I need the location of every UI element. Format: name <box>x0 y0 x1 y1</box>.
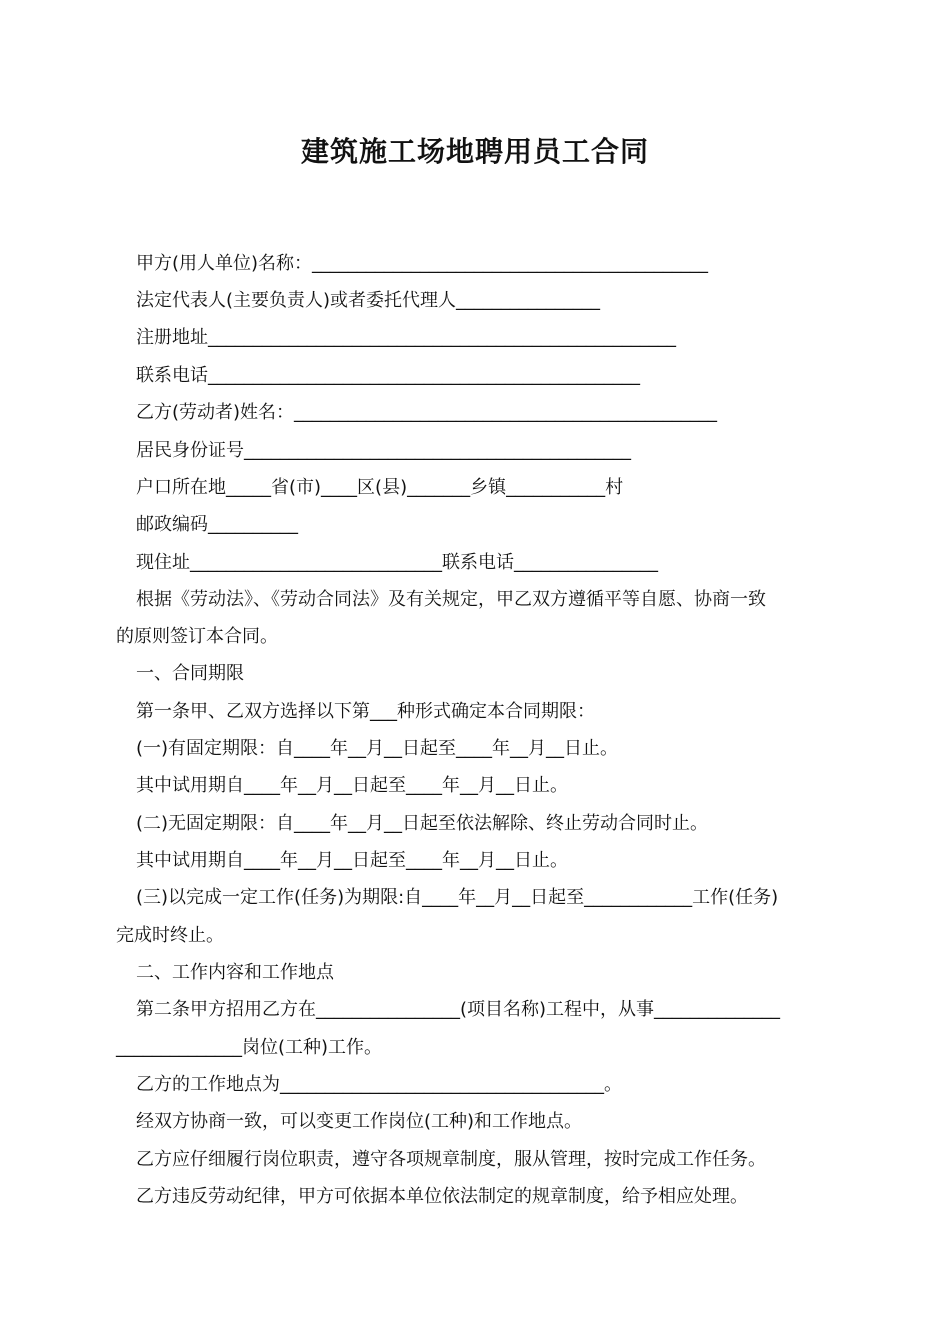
discipline-line: 乙方违反劳动纪律，甲方可依据本单位依法制定的规章制度，给予相应处理。 <box>136 1186 748 1207</box>
preamble-line-1: 根据《劳动法》、《劳动合同法》及有关规定，甲乙双方遵循平等自愿、协商一致 <box>136 589 766 610</box>
article-1-line: 第一条甲、乙双方选择以下第___种形式确定本合同期限： <box>136 701 595 722</box>
task-term-line-2: 完成时终止。 <box>116 925 224 946</box>
open-term-line: (二)无固定期限：自____年__月__日起至依法解除、终止劳动合同时止。 <box>136 813 709 834</box>
section-1-heading: 一、合同期限 <box>136 663 244 684</box>
probation-line-1: 其中试用期自____年__月__日起至____年__月__日止。 <box>136 775 568 796</box>
work-location-line: 乙方的工作地点为____________________________________。 <box>136 1074 622 1095</box>
document-title: 建筑施工场地聘用员工合同 <box>300 135 649 168</box>
probation-line-2: 其中试用期自____年__月__日起至____年__月__日止。 <box>136 850 568 871</box>
article-2-line-1: 第二条甲方招用乙方在________________(项目名称)工程中，从事______________ <box>136 999 781 1020</box>
fixed-term-line: (一)有固定期限：自____年__月__日起至____年__月__日止。 <box>136 738 619 759</box>
section-2-heading: 二、工作内容和工作地点 <box>136 962 334 983</box>
registered-address-line: 注册地址____________________________________________________ <box>136 327 676 348</box>
party-a-name-line: 甲方(用人单位)名称：____________________________________________ <box>136 253 709 274</box>
duties-line: 乙方应仔细履行岗位职责，遵守各项规章制度，服从管理，按时完成工作任务。 <box>136 1149 766 1170</box>
party-b-name-line: 乙方(劳动者)姓名：_______________________________________________ <box>136 402 718 423</box>
change-position-line: 经双方协商一致，可以变更工作岗位(工种)和工作地点。 <box>136 1111 583 1132</box>
preamble-line-2: 的原则签订本合同。 <box>116 626 278 647</box>
current-address-line: 现住址____________________________联系电话________________ <box>136 552 658 573</box>
legal-representative-line: 法定代表人(主要负责人)或者委托代理人________________ <box>136 290 601 311</box>
postal-code-line: 邮政编码__________ <box>136 514 298 535</box>
party-a-phone-line: 联系电话________________________________________________ <box>136 365 640 386</box>
id-number-line: 居民身份证号___________________________________________ <box>136 440 631 461</box>
task-term-line-1: (三)以完成一定工作(任务)为期限:自____年__月__日起至____________工作(任务) <box>136 887 779 908</box>
article-2-line-2: ______________岗位(工种)工作。 <box>116 1037 383 1058</box>
household-registration-line: 户口所在地_____省(市)____区(县)_______乡镇___________村 <box>136 477 624 498</box>
